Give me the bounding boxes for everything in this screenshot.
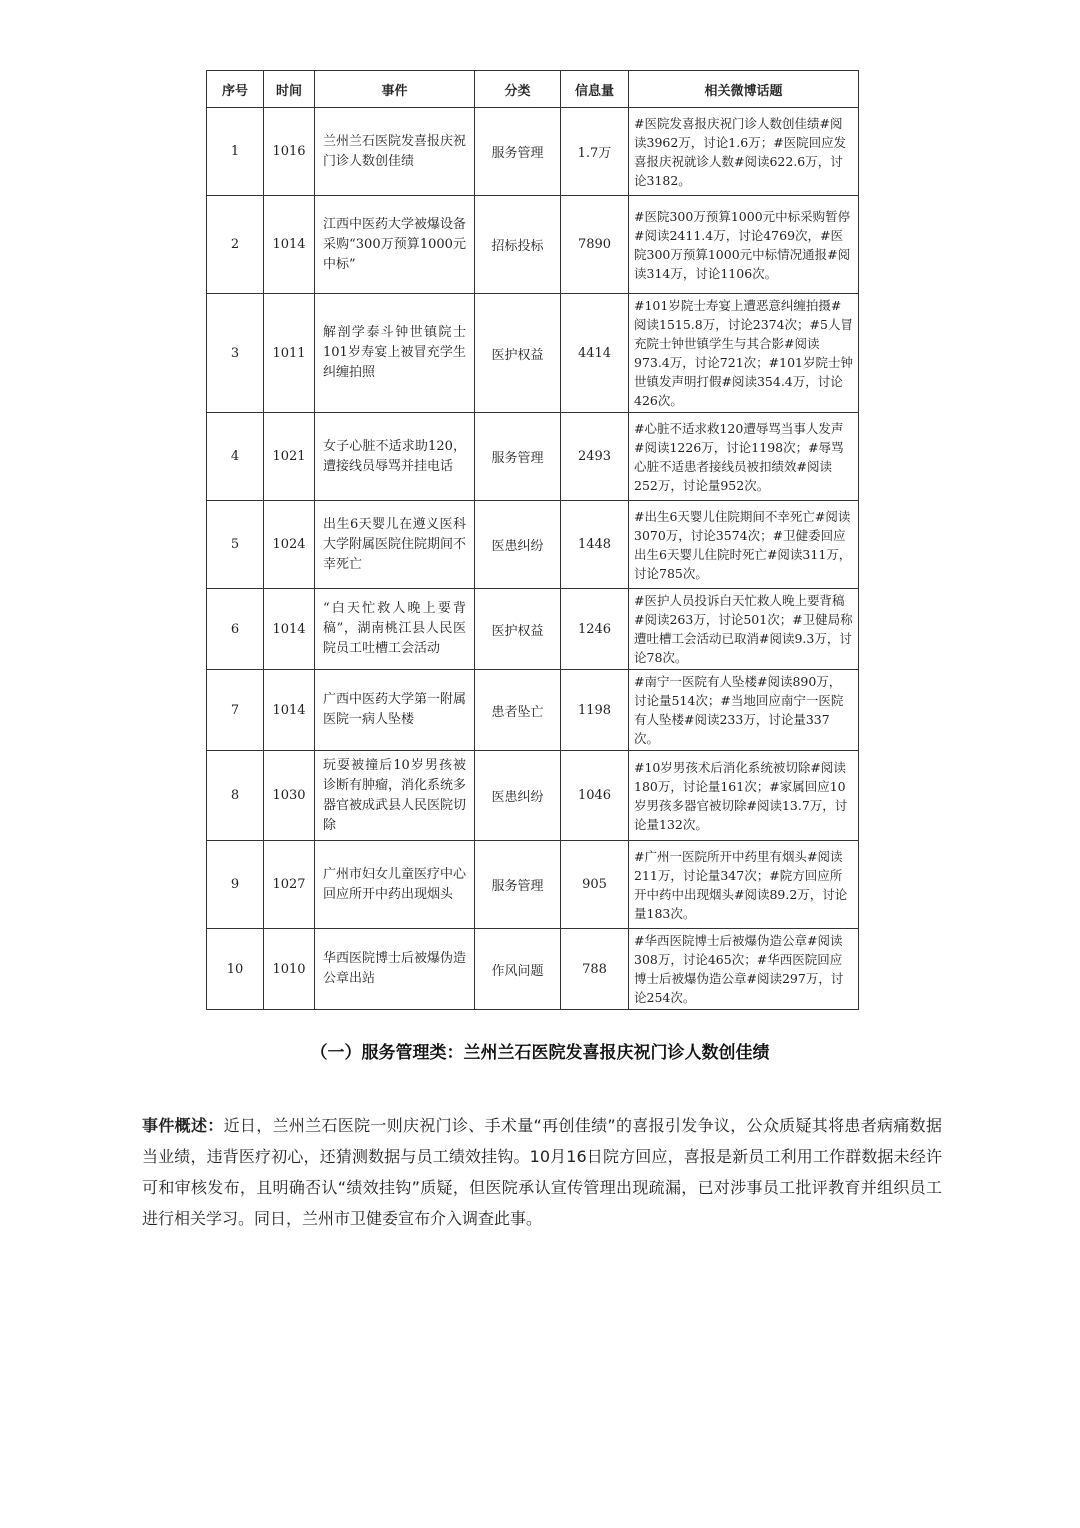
row-time: 1024 [264, 501, 315, 589]
row-event: 广州市妇女儿童医疗中心回应所开中药出现烟头 [315, 841, 475, 929]
row-time: 1010 [264, 929, 315, 1010]
row-category: 医患纠纷 [475, 751, 561, 841]
row-volume: 788 [561, 929, 629, 1010]
row-time: 1021 [264, 413, 315, 501]
row-topic: #医院发喜报庆祝门诊人数创佳绩#阅读3962万，讨论1.6万；#医院回应发喜报庆祝就诊人数#阅读622.6万，讨论3182。 [629, 108, 859, 196]
header-number: 序号 [207, 71, 264, 108]
row-volume: 1246 [561, 589, 629, 670]
table-row [207, 751, 859, 841]
table-row [207, 501, 859, 589]
row-volume: 1448 [561, 501, 629, 589]
row-topic: #华西医院博士后被爆伪造公章#阅读308万，讨论465次；#华西医院回应博士后被爆伪造公章#阅读297万，讨论254次。 [629, 929, 859, 1010]
row-category: 服务管理 [475, 108, 561, 196]
section-title: （一）服务管理类：兰州兰石医院发喜报庆祝门诊人数创佳绩 [310, 1043, 770, 1063]
row-event: 广西中医药大学第一附属医院一病人坠楼 [315, 670, 475, 751]
row-category: 患者坠亡 [475, 670, 561, 751]
row-event: 出生6天婴儿在遵义医科大学附属医院住院期间不幸死亡 [315, 501, 475, 589]
row-number: 3 [207, 294, 264, 413]
row-time: 1016 [264, 108, 315, 196]
table-row [207, 413, 859, 501]
row-time: 1014 [264, 196, 315, 294]
row-volume: 1046 [561, 751, 629, 841]
row-event: 解剖学泰斗钟世镇院士101岁寿宴上被冒充学生纠缠拍照 [315, 294, 475, 413]
table-row [207, 670, 859, 751]
row-volume: 4414 [561, 294, 629, 413]
row-event: 华西医院博士后被爆伪造公章出站 [315, 929, 475, 1010]
row-event: 兰州兰石医院发喜报庆祝门诊人数创佳绩 [315, 108, 475, 196]
row-volume: 905 [561, 841, 629, 929]
row-category: 医患纠纷 [475, 501, 561, 589]
row-volume: 7890 [561, 196, 629, 294]
header-category: 分类 [475, 71, 561, 108]
row-category: 作风问题 [475, 929, 561, 1010]
header-volume: 信息量 [561, 71, 629, 108]
row-number: 2 [207, 196, 264, 294]
summary-body: 近日，兰州兰石医院一则庆祝门诊、手术量“再创佳绩”的喜报引发争议，公众质疑其将患者病痛数据当业绩，违背医疗初心，还猜测数据与员工绩效挂钩。10月16日院方回应，喜报是新员工利用工作群数据未经许可和审核发布，且明确否认“绩效挂钩”质疑，但医院承认宣传管理出现疏漏，已对涉事员工批评教育并组织员工进行相关学习。同日，兰州市卫健委宣布介入调查此事。 [142, 1116, 942, 1228]
table-row [207, 929, 859, 1010]
row-time: 1011 [264, 294, 315, 413]
event-summary-paragraph [142, 1110, 942, 1234]
row-time: 1014 [264, 589, 315, 670]
table-row [207, 196, 859, 294]
row-time: 1027 [264, 841, 315, 929]
table-row [207, 589, 859, 670]
row-number: 5 [207, 501, 264, 589]
summary-lead: 事件概述： [142, 1116, 224, 1135]
row-topic: #出生6天婴儿住院期间不幸死亡#阅读3070万，讨论3574次；#卫健委回应出生6天婴儿住院时死亡#阅读311万，讨论785次。 [629, 501, 859, 589]
row-number: 6 [207, 589, 264, 670]
header-topic: 相关微博话题 [629, 71, 859, 108]
row-number: 8 [207, 751, 264, 841]
events-table [206, 70, 859, 1010]
row-time: 1030 [264, 751, 315, 841]
header-time: 时间 [264, 71, 315, 108]
row-category: 服务管理 [475, 841, 561, 929]
row-topic: #广州一医院所开中药里有烟头#阅读211万，讨论量347次；#院方回应所开中药中出现烟头#阅读89.2万，讨论量183次。 [629, 841, 859, 929]
row-category: 医护权益 [475, 589, 561, 670]
row-volume: 1198 [561, 670, 629, 751]
row-topic: #医院300万预算1000元中标采购暂停#阅读2411.4万，讨论4769次，#医院300万预算1000元中标情况通报#阅读314万，讨论1106次。 [629, 196, 859, 294]
table-row [207, 841, 859, 929]
row-category: 医护权益 [475, 294, 561, 413]
row-topic: #10岁男孩术后消化系统被切除#阅读180万，讨论量161次；#家属回应10岁男孩多器官被切除#阅读13.7万，讨论量132次。 [629, 751, 859, 841]
row-topic: #心脏不适求救120遭辱骂当事人发声#阅读1226万，讨论1198次；#辱骂心脏不适患者接线员被扣绩效#阅读252万，讨论量952次。 [629, 413, 859, 501]
row-category: 服务管理 [475, 413, 561, 501]
row-event: 江西中医药大学被爆设备采购“300万预算1000元中标” [315, 196, 475, 294]
row-event: 女子心脏不适求助120，遭接线员辱骂并挂电话 [315, 413, 475, 501]
row-number: 4 [207, 413, 264, 501]
row-event: “白天忙救人晚上要背稿”，湖南桃江县人民医院员工吐槽工会活动 [315, 589, 475, 670]
row-volume: 2493 [561, 413, 629, 501]
row-time: 1014 [264, 670, 315, 751]
row-event: 玩耍被撞后10岁男孩被诊断有肿瘤，消化系统多器官被成武县人民医院切除 [315, 751, 475, 841]
row-topic: #南宁一医院有人坠楼#阅读890万，讨论量514次；#当地回应南宁一医院有人坠楼#阅读233万，讨论量337次。 [629, 670, 859, 751]
row-number: 10 [207, 929, 264, 1010]
row-category: 招标投标 [475, 196, 561, 294]
row-topic: #101岁院士寿宴上遭恶意纠缠拍摄#阅读1515.8万，讨论2374次；#5人冒充院士钟世镇学生与其合影#阅读973.4万，讨论721次；#101岁院士钟世镇发声明打假#阅读354.4万，讨论426次。 [629, 294, 859, 413]
row-number: 7 [207, 670, 264, 751]
row-number: 9 [207, 841, 264, 929]
table-row [207, 108, 859, 196]
table-header-row [207, 71, 859, 108]
row-topic: #医护人员投诉白天忙救人晚上要背稿#阅读263万，讨论501次；#卫健局称遭吐槽工会活动已取消#阅读9.3万，讨论78次。 [629, 589, 859, 670]
row-volume: 1.7万 [561, 108, 629, 196]
header-event: 事件 [315, 71, 475, 108]
table-row [207, 294, 859, 413]
row-number: 1 [207, 108, 264, 196]
